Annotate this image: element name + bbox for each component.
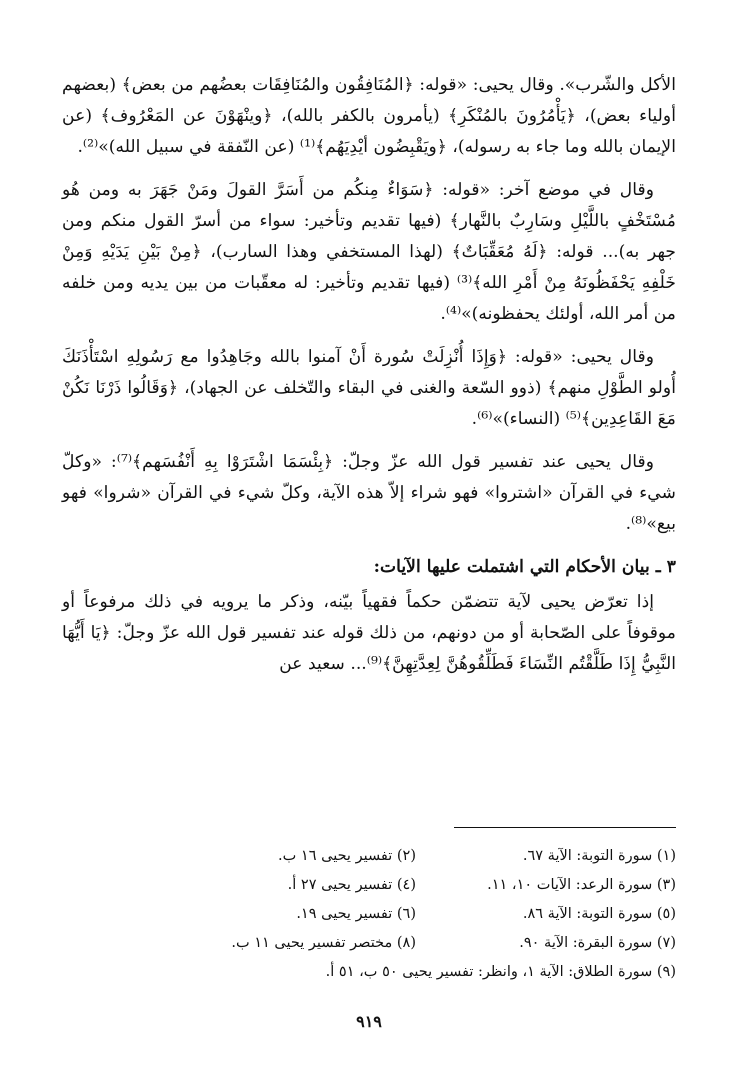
footnote-1: (١) سورة التوبة: الآية ٦٧. bbox=[522, 848, 676, 864]
main-text bbox=[62, 70, 676, 692]
footnote-row bbox=[62, 871, 676, 900]
footnote-row bbox=[62, 900, 676, 929]
section-heading: ٣ ـ بيان الأحكام التي اشتملت عليها الآيات: bbox=[373, 557, 676, 577]
footnote-row bbox=[62, 958, 676, 987]
footnotes bbox=[62, 842, 676, 987]
footnote-row bbox=[62, 929, 676, 958]
footnote-row bbox=[62, 842, 676, 871]
footnote-8: (٨) مختصر تفسير يحيى ١١ ب. bbox=[231, 935, 416, 951]
footnote-6: (٦) تفسير يحيى ١٩. bbox=[296, 906, 416, 922]
paragraph-2: وقال في موضع آخر: «قوله: ﴿سَوَاءٌ مِنكُم من أَسَرَّ القولَ ومَنْ جَهَرَ به ومن هُو مُسْتَخْفٍ باللَّيْلِ وسَارِبٌ بالنَّهار﴾ (فيها تقديم وتأخير: سواء من أسرّ القول منكم ومن جهر به)... قوله: ﴿لَهُ مُعَقِّبَاتٌ﴾ (لهذا المستخفي وهذا السارب)، ﴿مِنْ بَيْنِ يَدَيْهِ وَمِنْ خَلْفِهِ يَحْفَظُونَهُ مِنْ أَمْرِ الله﴾⁽³⁾ (فيها تقديم وتأخير: له معقّبات من بين يديه ومن خلفه من أمر الله، أولئك يحفظونه)»⁽⁴⁾. bbox=[62, 180, 677, 324]
page-number: ٩١٩ bbox=[356, 1012, 382, 1031]
footnote-7: (٧) سورة البقرة: الآية ٩٠. bbox=[519, 935, 676, 951]
footnote-3: (٣) سورة الرعد: الآيات ١٠، ١١. bbox=[487, 877, 676, 893]
paragraph-4: وقال يحيى عند تفسير قول الله عزّ وجلّ: ﴿بِئْسَمَا اشْتَرَوْا بِهِ أَنْفُسَهم﴾⁽⁷⁾: «وكلّ شيء في القرآن «اشتروا» فهو شراء إلاّ هذه الآية، وكلّ شيء في القرآن «شروا» فهو بيع»⁽⁸⁾. bbox=[62, 452, 676, 534]
footnote-5: (٥) سورة التوبة: الآية ٨٦. bbox=[522, 906, 676, 922]
paragraph-1: الأكل والشّرب». وقال يحيى: «قوله: ﴿المُنَافِقُون والمُنَافِقَات بعضُهم من بعض﴾ (بعضهم أولياء بعض)، ﴿يَأْمُرُونَ بالمُنْكَرِ﴾ (يأمرون بالكفر بالله)، ﴿وينْهَوْنَ عن المَعْرُوف﴾ (عن الإيمان بالله وما جاء به رسوله)، ﴿ويَقْبِضُون أيْدِيَهُم﴾⁽¹⁾ (عن النّفقة في سبيل الله)»⁽²⁾. bbox=[62, 75, 676, 157]
paragraph-5: إذا تعرّض يحيى لآية تتضمّن حكماً فقهياً بيّنه، وذكر ما يرويه في ذلك مرفوعاً أو موقوفاً على الصّحابة أو من دونهم، من ذلك قوله عند تفسير قول الله عزّ وجلّ: ﴿يَا أَيُّهَا النَّبِيُّ إِذَا طَلَّقْتُم النِّسَاءَ فَطَلِّقُوهُنَّ لِعِدَّتِهِنَّ﴾⁽⁹⁾... سعيد عن bbox=[62, 592, 676, 674]
paragraph-3: وقال يحيى: «قوله: ﴿وَإِذَا أُنْزِلَتْ سُورة أَنْ آمنوا بالله وجَاهِدُوا مع رَسُولِهِ اسْتَأْذَنَكَ أُولو الطَّوْلِ منهم﴾ (ذوو السّعة والغنى في البقاء والتّخلف عن الجهاد)، ﴿وَقَالُوا ذَرْنَا نَكُنْ مَعَ القَاعِدِين﴾⁽⁵⁾ (النساء)»⁽⁶⁾. bbox=[62, 347, 676, 429]
footnote-9: (٩) سورة الطلاق: الآية ١، وانظر: تفسير يحيى ٥٠ ب، ٥١ أ. bbox=[325, 964, 676, 980]
footnote-divider bbox=[454, 827, 676, 828]
footnote-4: (٤) تفسير يحيى ٢٧ أ. bbox=[287, 877, 416, 893]
footnote-2: (٢) تفسير يحيى ١٦ ب. bbox=[278, 848, 416, 864]
